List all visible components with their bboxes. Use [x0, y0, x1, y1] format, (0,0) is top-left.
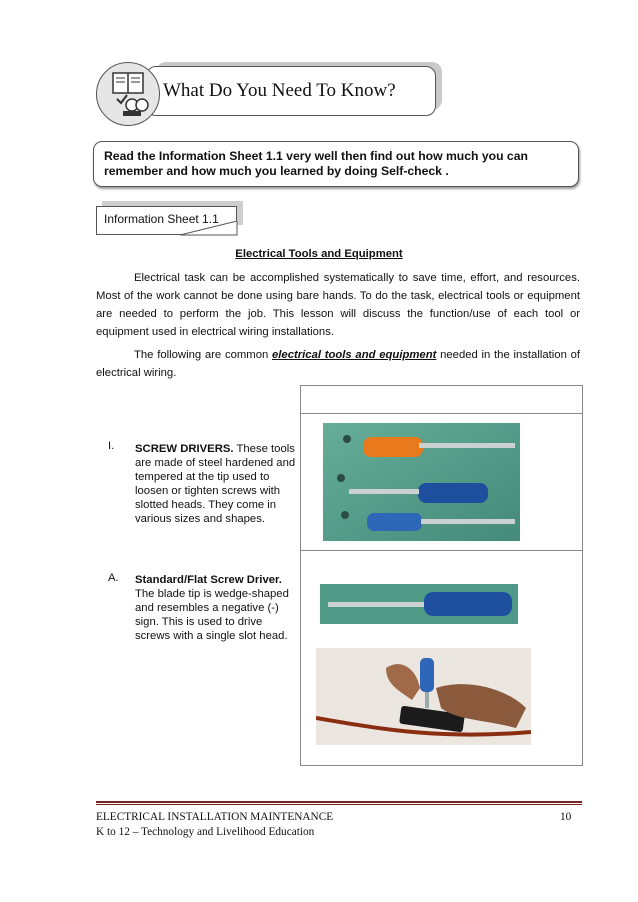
para2-emphasis: electrical tools and equipment: [272, 349, 437, 361]
table-divider: [301, 413, 582, 414]
book-lightbulb-icon: [96, 62, 160, 126]
paragraph-following: [96, 346, 580, 382]
tag-fold-icon: [180, 221, 240, 237]
footer-course: ELECTRICAL INSTALLATION MAINTENANCE: [96, 811, 334, 823]
para2-after: needed in the installation of electrical wiring.: [96, 349, 581, 379]
section-header-title: What Do You Need To Know?: [163, 80, 396, 101]
para2-before: The following are common: [134, 349, 272, 361]
paragraph-intro-text: Electrical task can be accomplished systematically to save time, effort, and resources. Most of the work cannot be done using bare hands. To do the task, electrical tools or equipment are needed to perform the job. This lesson will discuss the function/use of each tool or equipment used in electrical wiring installations.: [96, 272, 580, 338]
section-header: [146, 66, 436, 116]
item-marker: I.: [108, 440, 115, 452]
footer-program: K to 12 – Technology and Livelihood Education: [96, 826, 315, 838]
paragraph-intro: [96, 269, 580, 341]
item-body: The blade tip is wedge-shaped and resembles a negative (-) sign. This is used to drive screws with a single slot head.: [135, 588, 289, 642]
item-flat-screwdriver-text: [135, 573, 297, 643]
screwdrivers-photo: [323, 423, 520, 541]
item-marker: A.: [108, 572, 119, 584]
instruction-box: [93, 141, 579, 187]
item-screwdrivers-text: [135, 442, 297, 526]
footer-rule: [96, 801, 582, 803]
page-number: 10: [560, 811, 572, 823]
item-heading: SCREW DRIVERS.: [135, 443, 234, 455]
screwdriver-in-use-photo: [316, 648, 531, 745]
section-title: Electrical Tools and Equipment: [235, 248, 403, 260]
info-sheet-label: Information Sheet 1.1: [104, 212, 219, 226]
flat-screwdriver-photo: [320, 584, 518, 624]
footer-rule: [96, 804, 582, 805]
item-body: These tools are made of steel hardened and tempered at the tip used to loosen or tighten screws with slotted heads. They come in various sizes and shapes.: [135, 443, 296, 525]
instruction-text: Read the Information Sheet 1.1 very well then find out how much you can remember and how much you learned by doing Self-check .: [104, 149, 528, 178]
table-divider: [301, 550, 582, 551]
item-heading: Standard/Flat Screw Driver.: [135, 574, 282, 586]
